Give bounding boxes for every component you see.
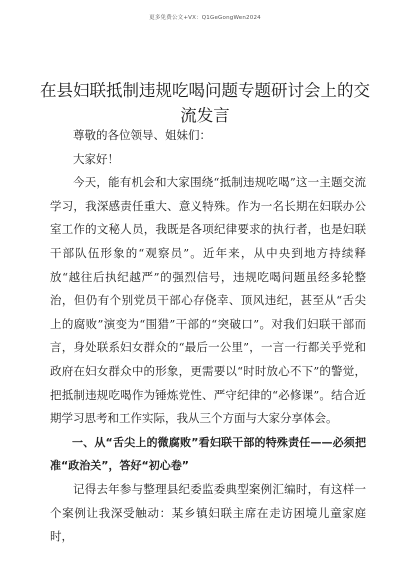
greeting: 大家好！ (73, 151, 119, 166)
document-body (50, 124, 366, 549)
body-paragraph: 今天，能有机会和大家围绕“抵制违规吃喝”这一主题交流学习，我深感责任重大、意义特殊。作为一名长期在妇联办公室工作的文秘人员，我既是各项纪律要求的执行者，也是妇联干部队伍形象的“观察员”。近年来，从中央到地方持续释放“越往后执纪越严”的强烈信号，违规吃喝问题虽经多轮整治，但仍有个别党员干部心存侥幸、顶风违纪，甚至从“舌尖上的腐败”演变为“围猎”干部的“突破口”。对我们妇联干部而言，身处联系妇女群众的“最后一公里”，一言一行都关乎党和政府在妇女群众中的形象，更需要以“时时放心不下”的警觉，把抵制违规吃喝作为锤炼党性、严守纪律的“必修课”。结合近期学习思考和工作实际，我从三个方面与大家分享体会。 (50, 175, 366, 426)
salutation: 尊敬的各位领导、姐妹们： (73, 128, 211, 142)
body-paragraph: 记得去年参与整理县纪委监委典型案例汇编时，有这样一个案例让我深受触动：某乡镇妇联主席在走访困境儿童家庭时， (50, 481, 366, 544)
document-title: 在县妇联抵制违规吃喝问题专题研讨会上的交流发言 (40, 81, 370, 125)
section-heading: 一、从“舌尖上的微腐败”看妇联干部的特殊责任——必须把准“政治关”，答好“初心卷” (50, 435, 366, 473)
page-header: 更多免费公文+VX：Q1GeGongWen2024 (149, 15, 261, 21)
